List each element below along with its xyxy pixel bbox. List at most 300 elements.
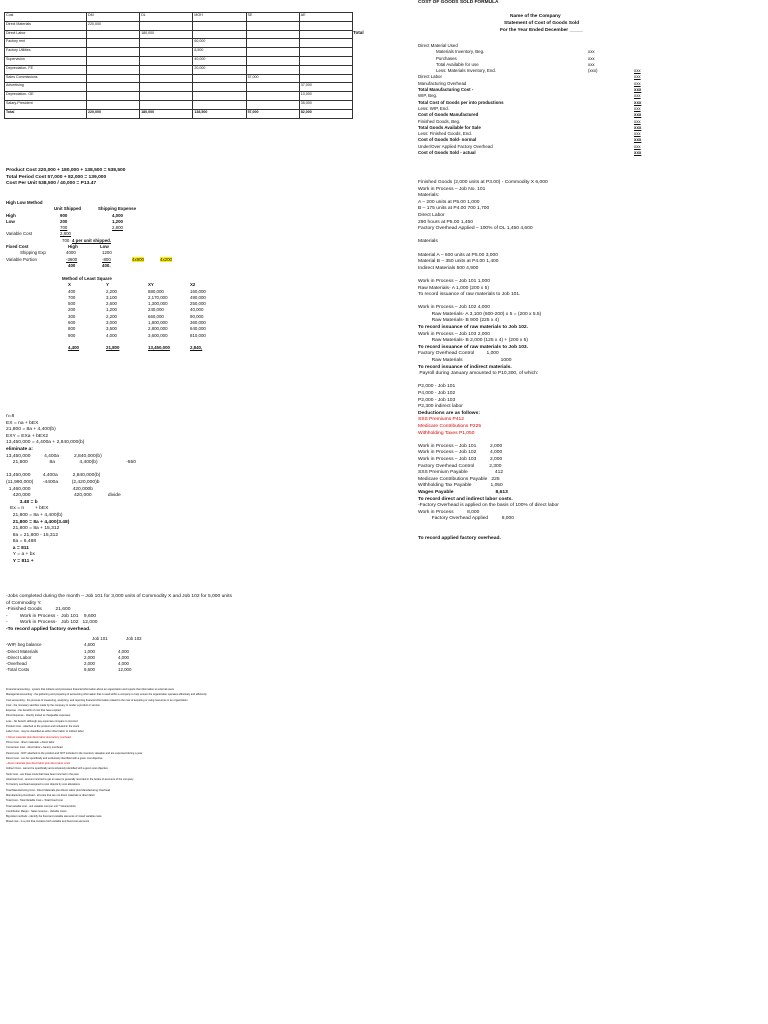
- jobs-line: -Jobs completed during the month – Job 101 for 3,000 units of Commodity X and Job 102 for 5,000 units: [6, 594, 232, 599]
- cogs-label: Less: Materials Inventory, End.: [436, 68, 496, 74]
- cost-cell: [246, 56, 299, 65]
- definition-line: Mixed cost - is a cost that contains both variable and fixed cost elements: [6, 820, 90, 824]
- journal-line: Factory Overhead Applied 8,000: [418, 516, 514, 522]
- journal-line: Factory Overhead Applied – 100% of DL 1,450 4,600: [418, 226, 533, 232]
- ls-cell: 4,400: [68, 345, 79, 351]
- ls-cell: 2,840,: [190, 345, 203, 351]
- cost-cell: [299, 74, 352, 83]
- cost-cell: Advertising: [5, 83, 87, 92]
- cost-cell: 57,000: [246, 74, 299, 83]
- cost-table-header-row: [5, 13, 353, 22]
- journal-line: Work in Process – Job 103 2,000: [418, 331, 490, 337]
- cost-header-cell: Cost: [5, 13, 87, 22]
- cost-cell: Direct Materials: [5, 21, 87, 30]
- cost-cell: [87, 74, 140, 83]
- ls-cell: 3,000: [106, 320, 117, 326]
- ls-cell: 400: [68, 288, 76, 294]
- definition-line: Conversion Cost - direct labor + factory overhead: [6, 746, 63, 750]
- ls-cell: X: [68, 282, 71, 288]
- definition-line: Cost - the monetary sacrifice made by the company to render a product or service: [6, 703, 100, 707]
- highlight-4x200: 4x200: [160, 256, 172, 262]
- low-expense: 1,200: [112, 218, 123, 224]
- cogs-label: Manufacturing Overhead: [418, 80, 467, 86]
- job-cell: -Overhead: [6, 661, 27, 667]
- low-units: 200: [60, 218, 68, 224]
- cost-cell: [193, 74, 246, 83]
- journal-line: [418, 233, 748, 240]
- journal-line: Work in Process – Job 101 1,000: [418, 278, 490, 284]
- journal-line: P2,000 - Job 101: [418, 384, 456, 390]
- journal-line: To record direct and indirect labor costs.: [418, 496, 513, 502]
- definition-line: Historical Cost - amount incurred to get an asset is generally recorded in the books of accounts of the company: [6, 778, 134, 782]
- company-name: Name of the Company: [510, 14, 561, 19]
- cost-cell: [140, 48, 193, 57]
- cost-cell: 220,000: [87, 21, 140, 30]
- jobs-line: of Commodity Y.: [6, 600, 42, 606]
- cost-summary-value: 220,000 + 180,000 + 138,500 = 538,500: [38, 168, 126, 173]
- cost-header-cell: DL: [140, 13, 193, 22]
- journal-line: Finished Goods (2,000 units at P3.00) - Commodity X 6,000: [418, 180, 548, 185]
- ls-cell: 13,450,000: [148, 345, 170, 351]
- journal-line: Materials:: [418, 193, 440, 199]
- equations-block: [6, 414, 136, 566]
- job-cell: -WIP, beg balance: [6, 642, 42, 648]
- shipping-exp-high: 4000: [66, 250, 76, 256]
- cost-header-cell: AE: [299, 13, 352, 22]
- cost-cell: [246, 65, 299, 74]
- journal-line: P4,000 - Job 102: [418, 391, 456, 396]
- cost-cell: [87, 100, 140, 109]
- cost-header-cell: MOH: [193, 13, 246, 22]
- journal-line: Factory Overhead Control 2,300: [418, 463, 502, 469]
- high-label: High: [6, 212, 16, 218]
- definition-line: Expense - the benefits of cost that have expired: [6, 709, 61, 713]
- jobs-completed-block: [6, 594, 232, 634]
- definition-line: Cost accounting - the process of measuring, analyzing, and reporting financial information related to the cost of acquiring or using resources in an organization: [6, 698, 188, 702]
- journal-entries: [418, 180, 748, 543]
- journal-line: To record issuance of indirect materials.: [418, 364, 512, 370]
- journal-line: Material B – 350 units at P4.00 1,400: [418, 259, 499, 265]
- ls-cell: 2,170,000: [148, 294, 168, 300]
- cost-cell: [246, 48, 299, 57]
- ls-cell: 21,800: [106, 345, 120, 351]
- journal-line: Withholding Taxes P1,050: [418, 430, 475, 436]
- result-low: 400.: [102, 262, 111, 268]
- definition-line: Managerial accounting - the gathering and preparing of accounting information that is used within a company to help ensure the organization operates effectively and efficiently: [6, 693, 207, 697]
- variable-cost-note: 4 per unit shipped.: [72, 237, 112, 243]
- cogs-label: Cost of Goods Sold- normal: [418, 137, 477, 143]
- cost-cell: Direct Labor: [5, 30, 87, 39]
- col-shipping-expense: Shipping Expense: [98, 206, 137, 212]
- ls-cell: 90,000: [190, 313, 204, 319]
- cost-cell: [87, 39, 140, 48]
- total-side-label: Total: [353, 30, 364, 35]
- job-cell: 1,000: [84, 648, 95, 654]
- cogs-col1: xxx: [588, 61, 595, 67]
- equation-line: Y = 811 +: [6, 559, 34, 565]
- journal-line: Raw Materials- A 1,000 (200 x 5): [418, 285, 489, 291]
- cost-table-row: [5, 56, 353, 65]
- variable-portion-high: -3600: [66, 256, 78, 262]
- job-table-row: [6, 667, 166, 673]
- cogs-col2: xxx: [634, 143, 641, 149]
- ls-cell: 500: [68, 301, 76, 307]
- cost-cell: [140, 39, 193, 48]
- cost-cell: [87, 92, 140, 101]
- cogs-col2: xxx: [634, 112, 642, 118]
- cost-cell: [299, 65, 352, 74]
- equation-line: 13,450,000 4,400a 2,840,000(b): [6, 473, 101, 479]
- cost-cell: 138,500: [193, 109, 246, 118]
- cost-cell: 10,000: [299, 92, 352, 101]
- cogs-label: Under/Over Applied Factory Overhead: [418, 143, 493, 149]
- equation-line: 21,800 = 8a + 4,400(b): [6, 427, 56, 433]
- definitions-list: [6, 688, 336, 826]
- journal-line: Work in Process – Job No. 101: [418, 186, 486, 192]
- cost-cell: 8,500: [193, 48, 246, 57]
- ls-cell: Y: [106, 282, 109, 288]
- cost-cell: Supervision: [5, 56, 87, 65]
- journal-line: Withholding Tax Payable 1,050: [418, 483, 503, 489]
- cost-cell: [193, 21, 246, 30]
- cogs-label: Cost of Goods Manufactured: [418, 112, 479, 118]
- equation-line: EX = na + bEX: [6, 420, 39, 426]
- cost-table-row: [5, 21, 353, 30]
- journal-line: Medicare Contributions Payable 225: [418, 476, 500, 482]
- ls-cell: XY: [148, 282, 154, 288]
- journal-line: B – 175 units at P4.00 700 1,700: [418, 206, 490, 212]
- cost-table-row: [5, 100, 353, 109]
- variable-portion-low: -800: [102, 256, 111, 262]
- ls-cell: 490,000: [190, 294, 206, 300]
- cost-cell: [140, 74, 193, 83]
- cost-table-row: [5, 48, 353, 57]
- definition-line: Manufacturing Overhead - all costs that are not direct materials or direct labor: [6, 793, 95, 797]
- definition-line: Big-ticket methods - identify the fixed and variable elements of mixed variable costs: [6, 815, 102, 819]
- highlight-4x900: 4x900: [132, 256, 144, 262]
- cogs-col2: xxx: [634, 74, 641, 80]
- equation-line: 13,450,000 4,400a 2,840,000(b): [6, 453, 102, 459]
- cost-cell: [246, 100, 299, 109]
- variable-cost-label: Variable Cost: [6, 231, 33, 237]
- cost-header-cell: SE: [246, 13, 299, 22]
- journal-line: Raw Materials 1000: [418, 358, 512, 364]
- equation-line: Ex = n + bEX: [6, 506, 49, 512]
- ls-cell: 3,100: [106, 294, 117, 300]
- journal-line: Raw Materials- A 3,100 (600-200) x 5 = (200 x 5.5): [418, 311, 542, 317]
- cogs-label: Purchases: [436, 55, 457, 61]
- cogs-label: Total Available for use: [436, 61, 479, 67]
- ls-cell: 160,000: [190, 288, 206, 294]
- equation-line: Y = a + bx: [6, 552, 35, 558]
- journal-line: To record issuance of raw materials to Job 102.: [418, 325, 528, 331]
- equation-line: 8a = 21,800 - 15,312: [6, 532, 59, 538]
- journal-line: SSS Premium Payable 412: [418, 470, 504, 476]
- cost-cell: [140, 21, 193, 30]
- cost-table-row: [5, 39, 353, 48]
- job-header-cell: Job 102: [126, 636, 142, 641]
- definition-line: Labor Cost - may be classified as either direct labor or indirect labor: [6, 730, 84, 734]
- cost-cell: 35,000: [299, 100, 352, 109]
- ls-cell: 800: [68, 326, 76, 332]
- ls-cell: 700: [68, 294, 76, 300]
- cost-cell: 40,000: [193, 56, 246, 65]
- cost-cell: [140, 100, 193, 109]
- cost-cell: [193, 100, 246, 109]
- journal-line: Work in Process – Job 102 4,000: [418, 450, 503, 456]
- cost-cell: Factory rent: [5, 39, 87, 48]
- ls-cell: 3,600,000: [148, 332, 168, 338]
- cogs-label: Materials Inventory, Beg.: [436, 49, 485, 55]
- cost-cell: [87, 83, 140, 92]
- ls-cell: 3,500: [106, 326, 117, 332]
- journal-line: [418, 272, 748, 279]
- statement-title: Statement of Cost of Goods Sold: [504, 21, 580, 26]
- cogs-col2: xxx: [634, 105, 641, 111]
- journal-line: P2,300 indirect labor: [418, 404, 463, 410]
- journal-line: Deductions are as follows:: [418, 410, 480, 416]
- cost-table-row: [5, 92, 353, 101]
- journal-line: To record issuance of raw materials to Job 101.: [418, 292, 521, 298]
- journal-line: P2,000 - Job 103: [418, 397, 456, 403]
- cost-cell: Total: [5, 109, 87, 118]
- journal-line: Material A – 600 units at P5.00 3,000: [418, 252, 498, 258]
- cogs-label: Total Goods Available for Sale: [418, 124, 481, 130]
- journal-line: Indirect Materials 500 4,900: [418, 265, 479, 271]
- cost-table-row: [5, 83, 353, 92]
- equation-line: 21,800 8a 4,400(b) -550: [6, 460, 136, 466]
- cost-cell: Depreciation- FE: [5, 65, 87, 74]
- ls-cell: X2: [190, 282, 196, 288]
- definition-line: Direct Cost - can be specifically and exclusively identified with a given cost objective: [6, 756, 103, 760]
- cost-summary-line: [6, 168, 126, 175]
- variable-portion-label: Variable Portion: [6, 256, 37, 262]
- cogs-label: Finished Goods, Beg.: [418, 118, 461, 124]
- diff-expense: 2,800: [112, 225, 123, 231]
- cost-cell: [246, 83, 299, 92]
- ls-cell: 40,000: [190, 307, 204, 313]
- journal-line: Payroll during January amounted to P10,300, of which:: [418, 371, 539, 377]
- job-cell: 4,000: [118, 654, 129, 660]
- ls-cell: 200: [68, 307, 76, 313]
- least-square-section: [6, 276, 246, 352]
- equation-line: 21,800 = 8a + 15,312: [6, 526, 60, 532]
- journal-line: [418, 523, 748, 530]
- variable-cost-denominator: 700: [62, 237, 70, 243]
- jobs-line: -To record applied factory overhead.: [6, 626, 91, 632]
- definition-line: Direct Expense - directly traced to chargeable expenses: [6, 714, 71, 718]
- definition-line: Financial accounting - system that collects and processes financial information about an organization and reports that information to external users: [6, 688, 174, 691]
- definition-line: Loss - No benefit, although pay expenses compare to incurred: [6, 719, 78, 723]
- definition-line: - direct materials plus direct labor plus direct labor costs: [6, 762, 71, 766]
- journal-line: Direct Labor: [418, 212, 445, 218]
- cost-cell: [299, 30, 352, 39]
- ls-cell: 810,000: [190, 332, 206, 338]
- cost-cell: Sales Commissions: [5, 74, 87, 83]
- high-units: 900: [60, 212, 68, 218]
- equation-line: 1,460,000 420,000b: [6, 486, 93, 492]
- equation-line: 8a = 6,488: [6, 539, 37, 545]
- cogs-label: Total Cost of Goods per into productions: [418, 99, 504, 105]
- journal-line: To record applied factory overhead.: [418, 536, 501, 542]
- definition-line: Contribution Margin - Sales revenue - Variable Costs: [6, 809, 67, 813]
- cogs-col2: xxx: [634, 150, 642, 156]
- statement-period: For the Year Ended December _____: [500, 28, 583, 33]
- journal-line: Wages Payable 8,613: [418, 489, 508, 495]
- job-cost-table: [6, 636, 166, 674]
- cost-cell: [140, 56, 193, 65]
- job-cell: 12,000: [118, 667, 132, 673]
- cost-summary-line: [6, 181, 126, 188]
- cost-cell: [87, 48, 140, 57]
- ls-cell: 1,300,000: [148, 301, 168, 307]
- equation-line: 420,000 420,000 divide: [6, 493, 121, 499]
- ls-cell: 1,800,000: [148, 320, 168, 326]
- cogs-title: COST OF GOODS SOLD FORMULA: [418, 0, 499, 5]
- definition-line: Period cost - NOT attached to the product and NOT included in the inventory valuation and are expensed during a year: [6, 751, 143, 755]
- ls-cell: 240,000: [148, 307, 164, 313]
- ls-cell: 880,000: [148, 288, 164, 294]
- cogs-col2: xxx: [634, 93, 641, 99]
- fixed-cost-label: Fixed Cost: [6, 244, 29, 250]
- equation-line: (11,990,000) -4400a (2,420,000)b: [6, 479, 100, 485]
- cogs-label: Less: WIP, End.: [418, 105, 449, 111]
- journal-line: [418, 378, 748, 385]
- cost-cell: Factory Utilities: [5, 48, 87, 57]
- cogs-col2: xxx: [634, 137, 642, 143]
- cost-cell: Depreciation- OE: [5, 92, 87, 101]
- diff-units: 700: [60, 225, 68, 231]
- job-cell: -Total Costs: [6, 667, 30, 673]
- result-high: 400: [68, 262, 76, 268]
- journal-line: Raw Materials- B 2,000 (125 x 4) + (200 x 5): [418, 338, 528, 344]
- journal-line: [418, 246, 748, 253]
- job-cell: 2,000: [84, 661, 95, 667]
- journal-line: Work in Process – Job 101 2,000: [418, 443, 503, 449]
- job-cell: -Direct Materials: [6, 648, 38, 654]
- equation-line: eliminate a:: [6, 446, 33, 452]
- cogs-col1: xxx: [588, 55, 595, 61]
- ls-cell: 2,800,000: [148, 326, 168, 332]
- job-cell: 2,000: [84, 654, 95, 660]
- cost-cell: [246, 21, 299, 30]
- cost-cell: [299, 21, 352, 30]
- cogs-line: [418, 150, 648, 156]
- cogs-col2: xxx: [634, 99, 642, 105]
- shipping-exp-low: 1200: [102, 250, 112, 256]
- journal-line: Work in Process – Job 103 2,000: [418, 456, 503, 462]
- cogs-col2: xxx: [634, 131, 641, 137]
- journal-line: Work in Process – Job 102 4,000: [418, 305, 490, 311]
- cost-cell: 82,000: [299, 109, 352, 118]
- ls-cell: 640,000: [190, 326, 206, 332]
- cogs-label: WIP, Beg.: [418, 93, 438, 99]
- equation-line: 13,450,000 = 4,400a + 2,840,000(b): [6, 440, 85, 446]
- cost-cell: [140, 83, 193, 92]
- cogs-col2: xxx: [634, 118, 641, 124]
- equation-line: 21,800 = 8a + 4,400(3.48): [6, 519, 70, 525]
- cost-summary-label: Total Period Cost: [6, 174, 47, 180]
- definition-line: To Factory overhead assigned to cost objects by cost allocations: [6, 783, 80, 787]
- cogs-col2: xxx: [634, 80, 641, 86]
- high-low-title: High Low Method: [6, 200, 43, 205]
- journal-line: 290 hours at P5.00 1,450: [418, 219, 473, 225]
- low-label: Low: [6, 218, 15, 224]
- definition-line: Product Cost - attached to the product and included in the stock: [6, 725, 80, 729]
- cost-cell: 220,000: [87, 109, 140, 118]
- cogs-col2: xxx: [634, 68, 641, 74]
- journal-line: To record issuance of raw materials to Job 103.: [418, 344, 528, 350]
- definition-line: Prime Cost - direct materials + direct labor: [6, 740, 55, 744]
- ls-cell: 2,200: [106, 313, 117, 319]
- definition-line: Total variable cost - unit variable cost per unit * Volume/Units: [6, 804, 76, 808]
- ls-cell: 250,000: [190, 301, 206, 307]
- job-cell: 4,600: [84, 642, 95, 648]
- ls-cell: 660,000: [148, 313, 164, 319]
- equation-line: 21,800 = 8a + 4,400(b): [6, 512, 63, 518]
- cost-cell: [246, 92, 299, 101]
- cost-cell: 60,000: [193, 39, 246, 48]
- journal-line: SSS Premiums P412: [418, 417, 464, 423]
- least-square-totals: [6, 345, 246, 351]
- job-header-cell: Job 101: [92, 636, 108, 641]
- cost-header-cell: DM: [87, 13, 140, 22]
- cost-cell: 57,000: [246, 109, 299, 118]
- ls-cell: 600: [68, 320, 76, 326]
- ls-cell: 300: [68, 313, 76, 319]
- journal-line: Work in Process 8,000: [418, 509, 480, 515]
- col-unit-shipped: Unit Shipped: [54, 206, 82, 212]
- journal-line: Materials: [418, 239, 438, 245]
- cost-cell: [87, 65, 140, 74]
- ls-cell: 2,600: [106, 301, 117, 307]
- job-cell: -Direct Labor: [6, 654, 32, 660]
- equation-line: a = 811: [6, 545, 29, 551]
- ls-cell: 2,200: [106, 288, 117, 294]
- fixed-cost-high: High: [68, 244, 78, 250]
- equation-line: 3.48 = b: [6, 499, 38, 505]
- definition-line: Indirect Cost - cannot be specifically and exclusively identified with a given cost objective: [6, 767, 108, 771]
- cost-cell: [299, 56, 352, 65]
- fixed-cost-low: Low: [100, 244, 109, 250]
- variable-cost-numerator: 2,800: [60, 231, 71, 237]
- cost-cell: [87, 56, 140, 65]
- ls-cell: 1,200: [106, 307, 117, 313]
- cost-table-row: [5, 65, 353, 74]
- cost-table-row: [5, 30, 353, 39]
- cost-summary-label: Cost Per Unit: [6, 181, 37, 187]
- definition-line: Total Manufacturing Cost - Direct Materials plus Direct Labor plus Manufacturing Overhead: [6, 788, 111, 792]
- cost-cell: [193, 83, 246, 92]
- cogs-label: Total Manufacturing Cost -: [418, 87, 474, 93]
- cogs-col2: xxx: [634, 87, 642, 93]
- cost-summary-value: 538,500 / 40,000 = P13.47: [38, 181, 97, 187]
- equation-line: n=8: [6, 414, 15, 419]
- cogs-label: Direct Material Used: [418, 43, 458, 48]
- shipping-exp-label: Shipping Exp: [20, 250, 46, 256]
- ls-cell: 900: [68, 332, 76, 338]
- cost-cell: [193, 30, 246, 39]
- cost-cell: [87, 30, 140, 39]
- ls-cell: 4,000: [106, 332, 117, 338]
- cogs-label: Cost of Goods Sold - actual: [418, 150, 476, 156]
- cost-summary-value: 57,000 + 82,000 = 139,000: [47, 174, 107, 180]
- definition-line: Total Cost - Total Variable Cost + Total Fixed Cost: [6, 799, 63, 803]
- cost-cell: [246, 30, 299, 39]
- cost-summary: [6, 168, 126, 188]
- cost-cell: [140, 65, 193, 74]
- ls-cell: 360,000: [190, 320, 206, 326]
